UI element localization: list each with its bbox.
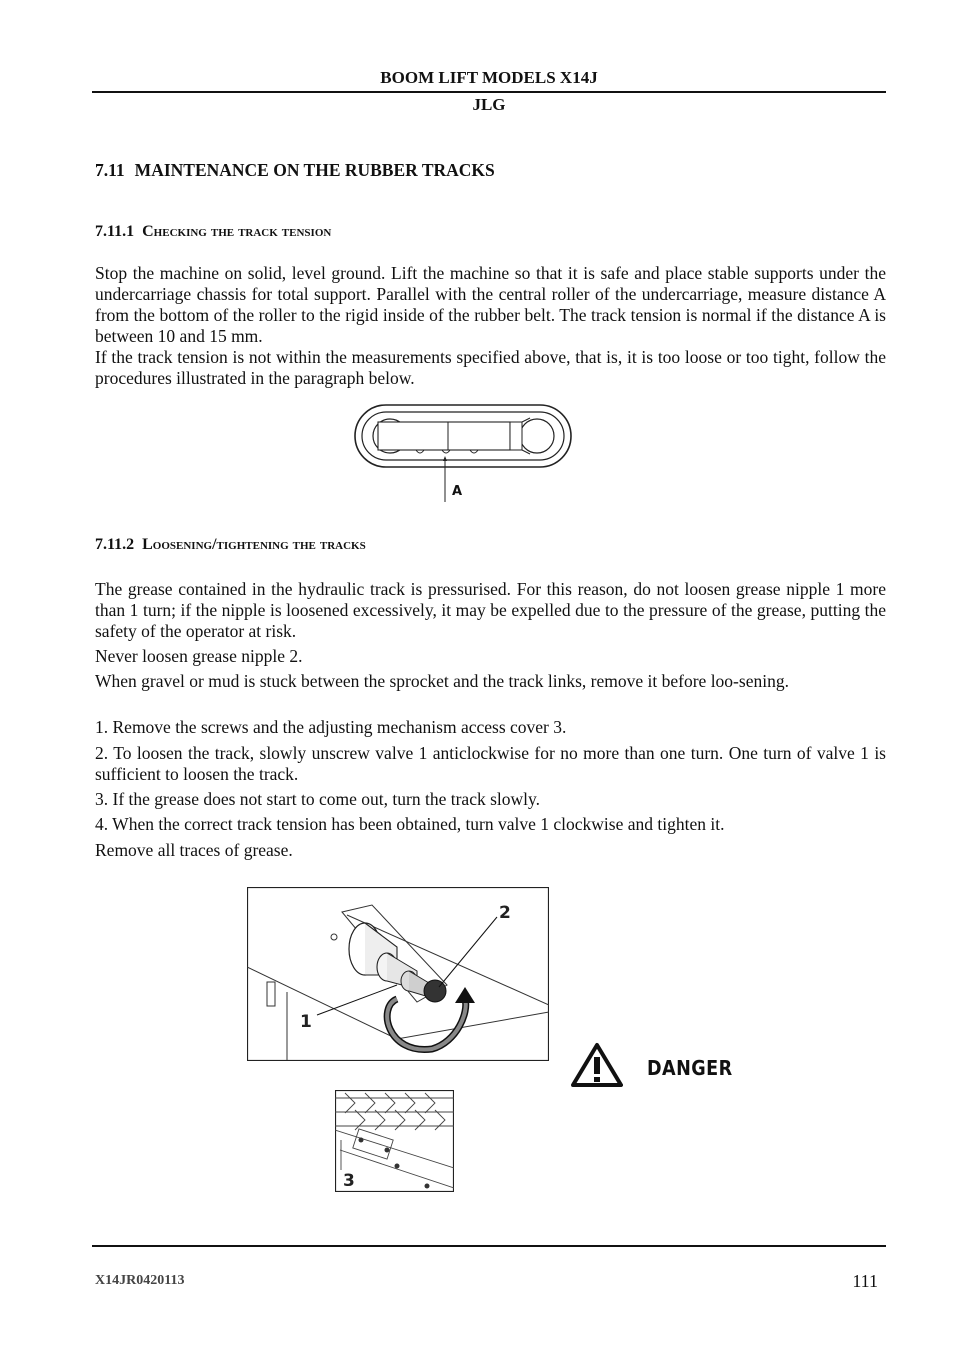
subsection-heading-loosening	[95, 536, 366, 554]
danger-label: DANGER	[647, 1056, 733, 1080]
header-divider	[92, 91, 886, 93]
subsection-title: Loosening/tightening the tracks	[142, 536, 366, 553]
step-1: 1. Remove the screws and the adjusting mechanism access cover 3.	[95, 717, 567, 737]
warning-triangle-icon	[571, 1042, 623, 1088]
callout-label-3: 3	[343, 1171, 355, 1191]
footer-divider	[92, 1245, 886, 1247]
paragraph-never-loosen: Never loosen grease nipple 2.	[95, 646, 303, 666]
step-4: 4. When the correct track tension has been obtained, turn valve 1 clockwise and tighten it.	[95, 814, 725, 834]
section-number: 7.11	[95, 160, 125, 180]
access-cover-illustration	[335, 1090, 454, 1192]
subsection-heading-checking	[95, 223, 331, 241]
section-heading	[95, 160, 495, 181]
document-code: X14JR0420113	[95, 1273, 185, 1288]
paragraph-remove-grease: Remove all traces of grease.	[95, 840, 293, 860]
subsection-number: 7.11.2	[95, 536, 135, 553]
paragraph-grease-warning: The grease contained in the hydraulic track is pressurised. For this reason, do not loosen grease nipple 1 more than 1 turn; if the nipple is loosened excessively, it may be expelled due to the pressure of the grease, putting the safety of the operator at risk.	[95, 579, 886, 641]
callout-label-2: 2	[499, 903, 511, 923]
paragraph-gravel-mud: When gravel or mud is stuck between the sprocket and the track links, remove it before loo-sening.	[95, 671, 789, 691]
document-header-brand: JLG	[472, 95, 506, 114]
callout-label-1: 1	[300, 1012, 312, 1032]
danger-warning	[571, 1042, 771, 1088]
subsection-title: Checking the track tension	[142, 223, 332, 240]
step-3: 3. If the grease does not start to come out, turn the track slowly.	[95, 789, 540, 809]
document-header-title: BOOM LIFT MODELS X14J	[380, 68, 598, 87]
subsection-number: 7.11.1	[95, 223, 135, 240]
page-number: 111	[852, 1271, 878, 1291]
paragraph-check-procedure: Stop the machine on solid, level ground. Lift the machine so that it is safe and place stable supports under the undercarriage chassis for total support. Parallel with the central roller of the undercarriage, measure distance A from the bottom of the roller to the rigid inside of the rubber belt. The track tension is normal if the distance A is between 10 and 15 mm.	[95, 263, 886, 346]
section-title: MAINTENANCE ON THE RUBBER TRACKS	[134, 160, 495, 180]
track-tension-diagram	[350, 402, 576, 502]
grease-valve-illustration	[247, 887, 549, 1061]
dimension-label-a: A	[451, 484, 463, 499]
step-2: 2. To loosen the track, slowly unscrew valve 1 anticlockwise for no more than one turn. One turn of valve 1 is sufficient to loosen the track.	[95, 743, 886, 784]
paragraph-tension-out-of-range: If the track tension is not within the measurements specified above, that is, it is too loose or too tight, follow the procedures illustrated in the paragraph below.	[95, 347, 886, 388]
